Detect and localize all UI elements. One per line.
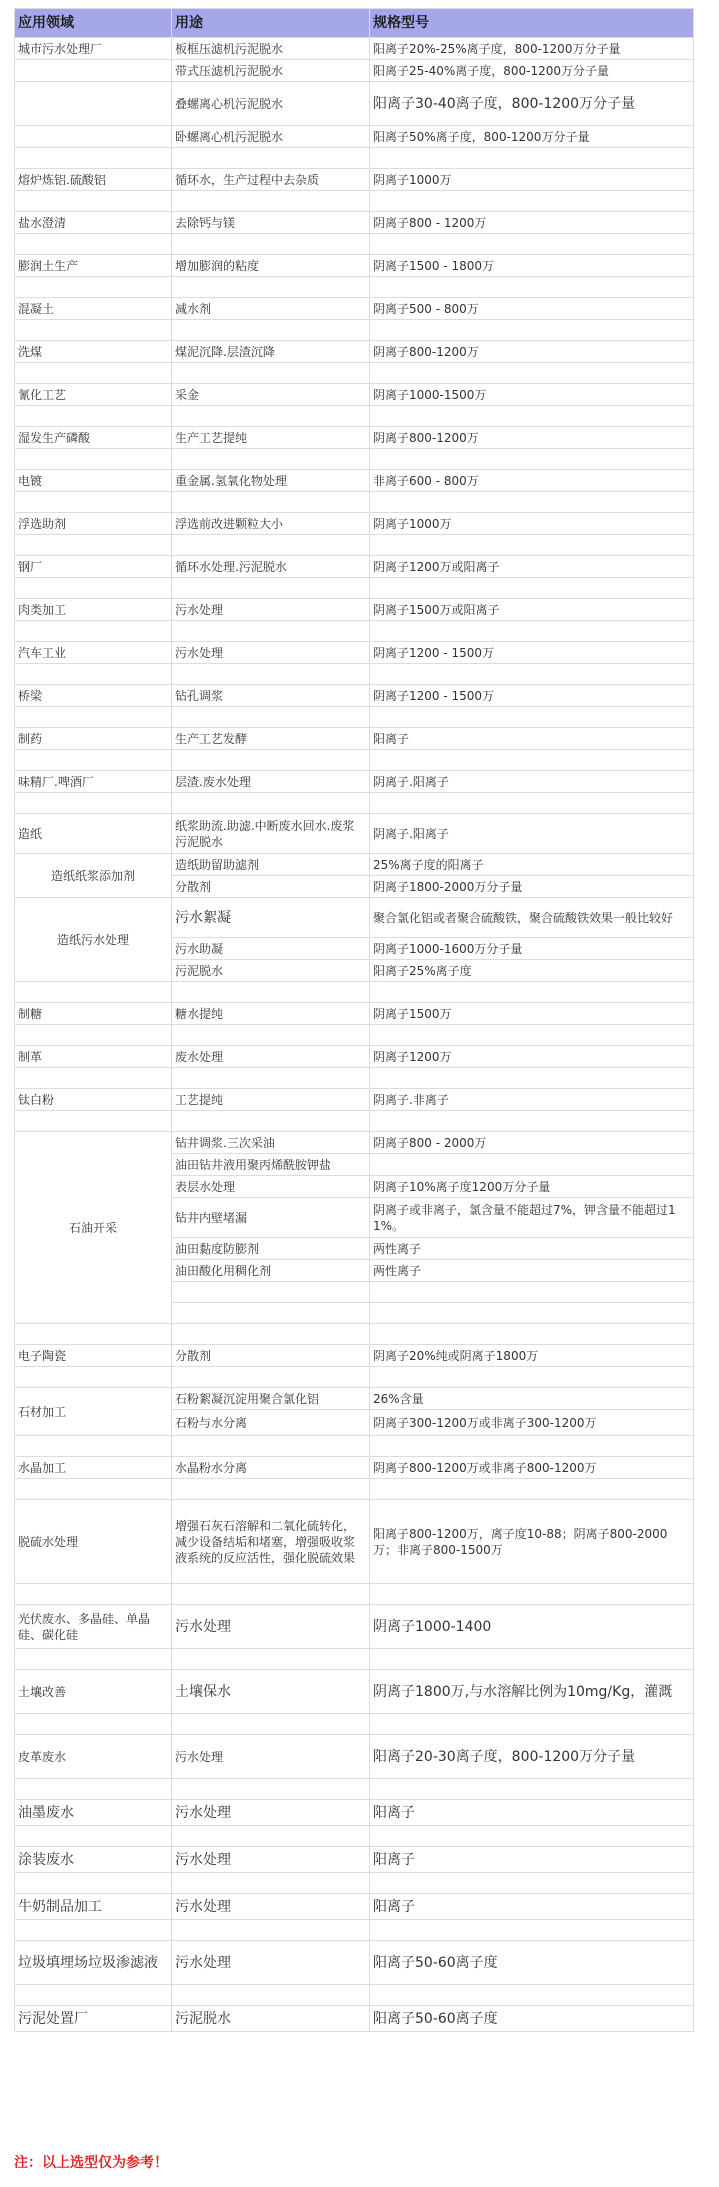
table-row bbox=[15, 1132, 694, 1154]
cell-usage: 分散剂 bbox=[172, 876, 370, 898]
cell-usage: 污水处理 bbox=[172, 1894, 370, 1920]
spacer-row bbox=[15, 535, 694, 556]
spacer-row bbox=[15, 1111, 694, 1132]
table-row bbox=[15, 1941, 694, 1985]
table-row bbox=[15, 854, 694, 876]
header-field: 应用领域 bbox=[15, 9, 172, 38]
cell-field: 味精厂.啤酒厂 bbox=[15, 771, 172, 793]
spacer-row bbox=[15, 492, 694, 513]
cell-spec: 阳离子 bbox=[370, 728, 694, 750]
cell-field: 造纸 bbox=[15, 814, 172, 854]
cell-field bbox=[15, 82, 172, 126]
cell-field: 皮革废水 bbox=[15, 1735, 172, 1779]
cell-usage: 废水处理 bbox=[172, 1046, 370, 1068]
cell-field: 脱硫水处理 bbox=[15, 1500, 172, 1584]
cell-spec: 阴离子或非离子，氯含量不能超过7%，钾含量不能超过11%。 bbox=[370, 1198, 694, 1238]
cell-field: 造纸纸浆添加剂 bbox=[15, 854, 172, 898]
cell-usage: 板框压滤机污泥脱水 bbox=[172, 38, 370, 60]
cell-usage: 油田酸化用稠化剂 bbox=[172, 1260, 370, 1282]
cell-spec: 25%离子度的阳离子 bbox=[370, 854, 694, 876]
spacer-row bbox=[15, 1985, 694, 2006]
cell-field: 钢厂 bbox=[15, 556, 172, 578]
cell-field: 造纸污水处理 bbox=[15, 898, 172, 982]
cell-usage: 浮选前改进颗粒大小 bbox=[172, 513, 370, 535]
cell-spec: 阴离子1000万 bbox=[370, 169, 694, 191]
cell-usage: 水晶粉水分离 bbox=[172, 1457, 370, 1479]
cell-usage: 油田黏度防膨剂 bbox=[172, 1238, 370, 1260]
table-row bbox=[15, 60, 694, 82]
cell-spec: 阴离子1200万或阳离子 bbox=[370, 556, 694, 578]
spacer-row bbox=[15, 1479, 694, 1500]
cell-field: 氰化工艺 bbox=[15, 384, 172, 406]
cell-spec bbox=[370, 1154, 694, 1176]
cell-usage: 污水处理 bbox=[172, 1847, 370, 1873]
cell-field: 电镀 bbox=[15, 470, 172, 492]
cell-spec: 阴离子1200 - 1500万 bbox=[370, 685, 694, 707]
cell-spec: 阴离子800-1200万 bbox=[370, 341, 694, 363]
cell-spec: 阴离子20%纯或阴离子1800万 bbox=[370, 1345, 694, 1367]
cell-field: 制糖 bbox=[15, 1003, 172, 1025]
cell-usage: 采金 bbox=[172, 384, 370, 406]
table-row bbox=[15, 728, 694, 750]
table-row bbox=[15, 1089, 694, 1111]
table-row bbox=[15, 1003, 694, 1025]
cell-field: 水晶加工 bbox=[15, 1457, 172, 1479]
cell-spec: 阳离子 bbox=[370, 1800, 694, 1826]
cell-spec: 聚合氯化铝或者聚合硫酸铁，聚合硫酸铁效果一般比较好 bbox=[370, 898, 694, 938]
spacer-row bbox=[15, 1649, 694, 1670]
cell-usage: 污泥脱水 bbox=[172, 960, 370, 982]
table-row bbox=[15, 255, 694, 277]
table-row bbox=[15, 1457, 694, 1479]
spacer-row bbox=[15, 320, 694, 341]
cell-usage: 石粉与水分离 bbox=[172, 1410, 370, 1436]
cell-field: 肉类加工 bbox=[15, 599, 172, 621]
spacer-row bbox=[15, 191, 694, 212]
spacer-row bbox=[15, 621, 694, 642]
cell-field: 城市污水处理厂 bbox=[15, 38, 172, 60]
cell-usage: 叠螺离心机污泥脱水 bbox=[172, 82, 370, 126]
cell-usage: 造纸助留助滤剂 bbox=[172, 854, 370, 876]
table-row bbox=[15, 384, 694, 406]
table-row bbox=[15, 1345, 694, 1367]
table-row bbox=[15, 212, 694, 234]
cell-field: 熔炉炼铝.硫酸铝 bbox=[15, 169, 172, 191]
cell-usage: 污水絮凝 bbox=[172, 898, 370, 938]
cell-spec: 阴离子.阳离子 bbox=[370, 814, 694, 854]
spacer-row bbox=[15, 1584, 694, 1605]
cell-spec: 阴离子1500万 bbox=[370, 1003, 694, 1025]
spacer-row bbox=[15, 148, 694, 169]
spacer-row bbox=[15, 664, 694, 685]
cell-usage: 污水处理 bbox=[172, 1605, 370, 1649]
cell-spec: 阳离子50%离子度，800-1200万分子量 bbox=[370, 126, 694, 148]
cell-field: 电子陶瓷 bbox=[15, 1345, 172, 1367]
spacer-row bbox=[15, 1779, 694, 1800]
cell-field: 石油开采 bbox=[15, 1132, 172, 1324]
cell-spec: 阴离子300-1200万或非离子300-1200万 bbox=[370, 1410, 694, 1436]
cell-usage: 卧螺离心机污泥脱水 bbox=[172, 126, 370, 148]
cell-spec: 阴离子800 - 1200万 bbox=[370, 212, 694, 234]
table-row bbox=[15, 685, 694, 707]
cell-usage: 增加膨润的粘度 bbox=[172, 255, 370, 277]
cell-usage: 生产工艺提纯 bbox=[172, 427, 370, 449]
header-usage: 用途 bbox=[172, 9, 370, 38]
cell-spec: 阳离子 bbox=[370, 1847, 694, 1873]
table-row bbox=[15, 1500, 694, 1584]
table-row bbox=[15, 642, 694, 664]
table-row bbox=[15, 1605, 694, 1649]
cell-spec: 阴离子1500万或阳离子 bbox=[370, 599, 694, 621]
cell-usage: 石粉絮凝沉淀用聚合氯化铝 bbox=[172, 1388, 370, 1410]
table-row bbox=[15, 556, 694, 578]
cell-usage: 减水剂 bbox=[172, 298, 370, 320]
cell-usage: 工艺提纯 bbox=[172, 1089, 370, 1111]
cell-spec: 阳离子50-60离子度 bbox=[370, 2006, 694, 2032]
table-row bbox=[15, 1847, 694, 1873]
cell-field: 垃圾填埋场垃圾渗滤液 bbox=[15, 1941, 172, 1985]
table-row bbox=[15, 2006, 694, 2032]
cell-usage: 循环水处理.污泥脱水 bbox=[172, 556, 370, 578]
cell-usage: 污水处理 bbox=[172, 1735, 370, 1779]
header-spec: 规格型号 bbox=[370, 9, 694, 38]
table-row bbox=[15, 513, 694, 535]
spacer-row bbox=[15, 1920, 694, 1941]
cell-spec: 阴离子1000万 bbox=[370, 513, 694, 535]
cell-field bbox=[15, 60, 172, 82]
cell-spec: 两性离子 bbox=[370, 1260, 694, 1282]
cell-usage: 污水处理 bbox=[172, 1941, 370, 1985]
cell-field: 土壤改善 bbox=[15, 1670, 172, 1714]
cell-spec: 阴离子1000-1500万 bbox=[370, 384, 694, 406]
cell-field: 湿发生产磷酸 bbox=[15, 427, 172, 449]
cell-field: 盐水澄清 bbox=[15, 212, 172, 234]
cell-usage: 纸浆助流.助滤.中断废水回水.废浆污泥脱水 bbox=[172, 814, 370, 854]
spacer-row bbox=[15, 277, 694, 298]
table-row bbox=[15, 1670, 694, 1714]
table-row bbox=[15, 599, 694, 621]
cell-field: 膨润土生产 bbox=[15, 255, 172, 277]
cell-usage: 循环水，生产过程中去杂质 bbox=[172, 169, 370, 191]
cell-spec: 阴离子1800-2000万分子量 bbox=[370, 876, 694, 898]
table-row bbox=[15, 1388, 694, 1410]
cell-spec: 阴离子1800万,与水溶解比例为10mg/Kg，灌溉 bbox=[370, 1670, 694, 1714]
cell-field: 牛奶制品加工 bbox=[15, 1894, 172, 1920]
spacer-row bbox=[15, 1714, 694, 1735]
cell-spec: 阴离子800-1200万或非离子800-1200万 bbox=[370, 1457, 694, 1479]
cell-spec: 阳离子25%离子度 bbox=[370, 960, 694, 982]
spacer-row bbox=[15, 1367, 694, 1388]
cell-spec: 阴离子1000-1600万分子量 bbox=[370, 938, 694, 960]
cell-usage: 钻井内壁堵漏 bbox=[172, 1198, 370, 1238]
cell-spec: 阳离子800-1200万，离子度10-88；阴离子800-2000万；非离子800-1500万 bbox=[370, 1500, 694, 1584]
cell-field: 桥梁 bbox=[15, 685, 172, 707]
cell-field: 油墨废水 bbox=[15, 1800, 172, 1826]
cell-field: 光伏废水、多晶硅、单晶硅、碳化硅 bbox=[15, 1605, 172, 1649]
cell-spec: 阴离子1200万 bbox=[370, 1046, 694, 1068]
cell-usage: 污水助凝 bbox=[172, 938, 370, 960]
table-row bbox=[15, 427, 694, 449]
table-row bbox=[15, 82, 694, 126]
cell-spec: 非离子600 - 800万 bbox=[370, 470, 694, 492]
table-header-row bbox=[15, 9, 694, 38]
cell-usage: 钻孔调浆 bbox=[172, 685, 370, 707]
table-row bbox=[15, 298, 694, 320]
cell-spec: 26%含量 bbox=[370, 1388, 694, 1410]
table-row bbox=[15, 169, 694, 191]
cell-usage: 油田钻井液用聚丙烯酰胺钾盐 bbox=[172, 1154, 370, 1176]
cell-spec: 阳离子 bbox=[370, 1894, 694, 1920]
table-row bbox=[15, 38, 694, 60]
cell-spec: 阴离子1500 - 1800万 bbox=[370, 255, 694, 277]
spacer-row bbox=[15, 234, 694, 255]
cell-usage: 增强石灰石溶解和二氧化硫转化，减少设备结垢和堵塞，增强吸收浆液系统的反应活性，强化脱硫效果 bbox=[172, 1500, 370, 1584]
cell-spec: 阳离子30-40离子度，800-1200万分子量 bbox=[370, 82, 694, 126]
cell-field: 混凝土 bbox=[15, 298, 172, 320]
cell-spec: 阴离子.阳离子 bbox=[370, 771, 694, 793]
cell-field: 石材加工 bbox=[15, 1388, 172, 1436]
cell-usage: 糖水提纯 bbox=[172, 1003, 370, 1025]
cell-spec: 阳离子20-30离子度，800-1200万分子量 bbox=[370, 1735, 694, 1779]
cell-spec: 阴离子500 - 800万 bbox=[370, 298, 694, 320]
table-row bbox=[15, 898, 694, 938]
cell-spec: 阴离子10%离子度1200万分子量 bbox=[370, 1176, 694, 1198]
table-row bbox=[15, 341, 694, 363]
cell-field: 涂装废水 bbox=[15, 1847, 172, 1873]
cell-spec: 阴离子.非离子 bbox=[370, 1089, 694, 1111]
cell-field bbox=[15, 126, 172, 148]
cell-field: 浮选助剂 bbox=[15, 513, 172, 535]
cell-usage: 去除钙与镁 bbox=[172, 212, 370, 234]
spacer-row bbox=[15, 982, 694, 1003]
table-row bbox=[15, 771, 694, 793]
cell-spec: 两性离子 bbox=[370, 1238, 694, 1260]
spacer-row bbox=[15, 1068, 694, 1089]
cell-field: 制革 bbox=[15, 1046, 172, 1068]
spacer-row bbox=[15, 406, 694, 427]
cell-usage: 污泥脱水 bbox=[172, 2006, 370, 2032]
spacer-row bbox=[15, 1826, 694, 1847]
cell-usage: 钻井调浆.三次采油 bbox=[172, 1132, 370, 1154]
cell-field: 钛白粉 bbox=[15, 1089, 172, 1111]
cell-spec: 阳离子50-60离子度 bbox=[370, 1941, 694, 1985]
cell-spec: 阴离子800 - 2000万 bbox=[370, 1132, 694, 1154]
cell-spec: 阳离子20%-25%离子度，800-1200万分子量 bbox=[370, 38, 694, 60]
cell-usage: 煤泥沉降.层渣沉降 bbox=[172, 341, 370, 363]
spacer-row bbox=[15, 449, 694, 470]
cell-spec: 阴离子1200 - 1500万 bbox=[370, 642, 694, 664]
table-row bbox=[15, 1046, 694, 1068]
cell-usage: 带式压滤机污泥脱水 bbox=[172, 60, 370, 82]
table-row bbox=[15, 470, 694, 492]
table-row bbox=[15, 814, 694, 854]
cell-field: 污泥处置厂 bbox=[15, 2006, 172, 2032]
cell-usage: 土壤保水 bbox=[172, 1670, 370, 1714]
cell-spec: 阳离子25-40%离子度，800-1200万分子量 bbox=[370, 60, 694, 82]
table-row bbox=[15, 126, 694, 148]
spacer-row bbox=[15, 1873, 694, 1894]
table-row bbox=[15, 1735, 694, 1779]
cell-field: 洗煤 bbox=[15, 341, 172, 363]
cell-usage: 分散剂 bbox=[172, 1345, 370, 1367]
cell-field: 制药 bbox=[15, 728, 172, 750]
cell-field: 汽车工业 bbox=[15, 642, 172, 664]
cell-usage: 污水处理 bbox=[172, 599, 370, 621]
cell-usage: 层渣.废水处理 bbox=[172, 771, 370, 793]
table-row bbox=[15, 1800, 694, 1826]
cell-usage: 重金属.氢氧化物处理 bbox=[172, 470, 370, 492]
cell-spec: 阴离子1000-1400 bbox=[370, 1605, 694, 1649]
cell-usage: 生产工艺发酵 bbox=[172, 728, 370, 750]
spacer-row bbox=[15, 793, 694, 814]
spacer-row bbox=[15, 1324, 694, 1345]
spacer-row bbox=[15, 363, 694, 384]
spec-table bbox=[14, 8, 694, 2032]
cell-usage: 污水处理 bbox=[172, 642, 370, 664]
spacer-row bbox=[15, 1436, 694, 1457]
table-row bbox=[15, 1894, 694, 1920]
spacer-row bbox=[15, 578, 694, 599]
cell-usage: 表层水处理 bbox=[172, 1176, 370, 1198]
spacer-row bbox=[15, 750, 694, 771]
spacer-row bbox=[15, 1025, 694, 1046]
cell-usage: 污水处理 bbox=[172, 1800, 370, 1826]
footnote: 注：以上选型仅为参考！ bbox=[14, 2155, 168, 2171]
spacer-row bbox=[15, 707, 694, 728]
cell-spec: 阴离子800-1200万 bbox=[370, 427, 694, 449]
